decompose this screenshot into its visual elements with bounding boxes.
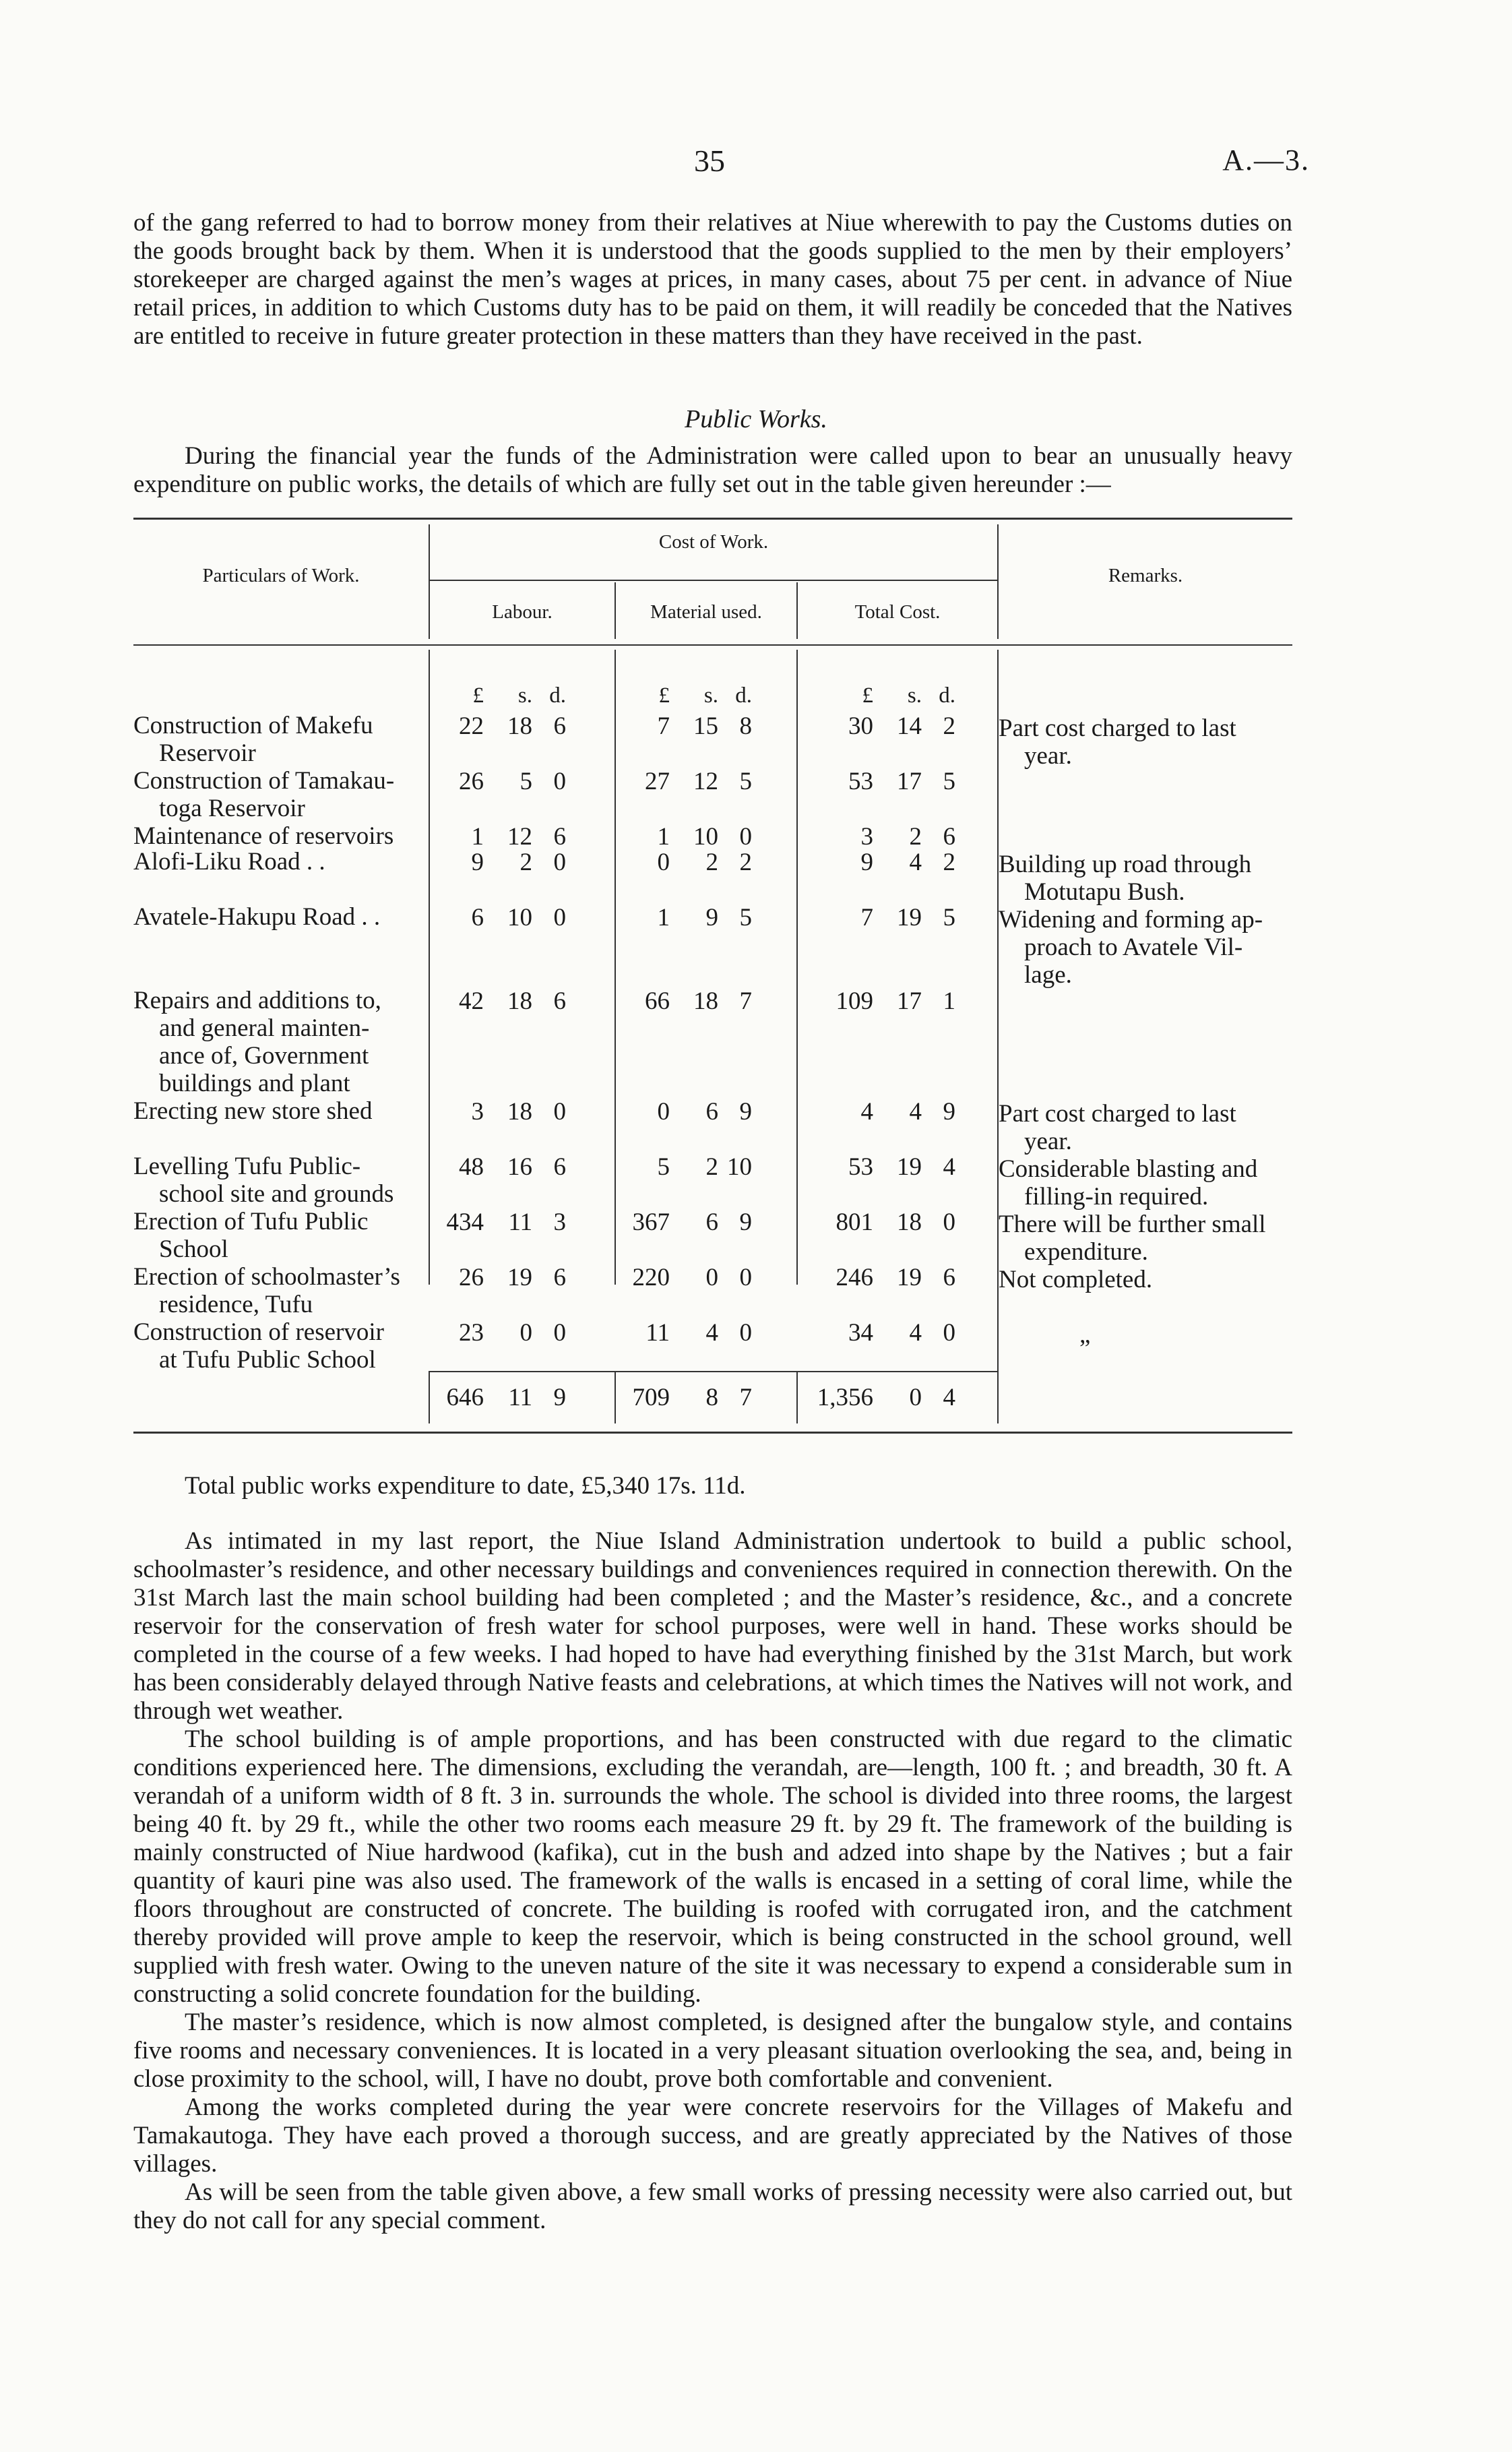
cell-labour-pounds: 23 bbox=[459, 1319, 484, 1347]
cell-total-shillings: 4 bbox=[909, 1098, 922, 1126]
cell-material-shillings: 15 bbox=[693, 712, 718, 740]
cell-labour-shillings: 19 bbox=[507, 1264, 532, 1291]
cell-labour-pounds: 22 bbox=[459, 712, 484, 740]
particulars-line: Construction of Makefu bbox=[133, 712, 373, 739]
unit-shillings: s. bbox=[517, 683, 532, 708]
cell-total-shillings: 17 bbox=[897, 987, 922, 1015]
cell-material-pounds: 66 bbox=[645, 987, 670, 1015]
section-intro-text: During the financial year the funds of the Administration were called upon to bear an unusually heavy expenditure on public works, the details of which are fully set out in the table given hereunder :— bbox=[133, 442, 1292, 498]
remarks-line: filling-in required. bbox=[1024, 1183, 1209, 1210]
cell-labour-pounds: 26 bbox=[459, 1264, 484, 1291]
cell-material-pence: 0 bbox=[739, 1319, 752, 1347]
cell-material-pence: 5 bbox=[739, 768, 752, 795]
cell-labour-pounds: 434 bbox=[446, 1208, 484, 1236]
particulars-line: and general mainten- bbox=[159, 1014, 370, 1042]
remarks-line: year. bbox=[1024, 1128, 1072, 1155]
table-row-remarks bbox=[999, 714, 1292, 770]
cell-labour-pence: 6 bbox=[553, 712, 566, 740]
table-row-particulars bbox=[133, 1263, 430, 1318]
cell-material-pounds: 5 bbox=[657, 1153, 670, 1181]
cell-total-pounds: 30 bbox=[848, 712, 873, 740]
cell-labour-shillings: 5 bbox=[519, 768, 532, 795]
remarks-line: lage. bbox=[1024, 961, 1072, 989]
particulars-line: residence, Tufu bbox=[159, 1291, 313, 1318]
cell-total-shillings: 18 bbox=[897, 1208, 922, 1236]
cell-total-shillings: 4 bbox=[909, 849, 922, 876]
cell-labour-pounds: 48 bbox=[459, 1153, 484, 1181]
cell-labour-shillings: 18 bbox=[507, 712, 532, 740]
cell-material-pence: 5 bbox=[739, 904, 752, 931]
cell-material-shillings: 12 bbox=[693, 768, 718, 795]
header-total: Total Cost. bbox=[854, 601, 941, 623]
paragraph: Among the works completed during the year were concrete reservoirs for the Villages of Makefu and Tamakautoga. They have each proved a thorough success, and are greatly appreciated by the Natives of those villages. bbox=[133, 2093, 1292, 2178]
cell-labour-pence: 0 bbox=[553, 849, 566, 876]
cell-labour-pence: 6 bbox=[553, 823, 566, 851]
cell-total-pence: 0 bbox=[943, 1208, 955, 1236]
cell-total-shillings: 2 bbox=[909, 823, 922, 851]
table-col-rule bbox=[429, 1371, 430, 1423]
header-particulars: Particulars of Work. bbox=[202, 565, 360, 586]
cell-material-pounds: 0 bbox=[657, 1098, 670, 1126]
remarks-line: Considerable blasting and bbox=[999, 1155, 1258, 1183]
table-col-rule bbox=[796, 1371, 798, 1423]
particulars-line: Erection of schoolmaster’s bbox=[133, 1263, 400, 1291]
remarks-line: Part cost charged to last bbox=[999, 714, 1236, 742]
remarks-line: There will be further small bbox=[999, 1210, 1266, 1238]
unit-pence: d. bbox=[939, 683, 955, 708]
cell-total-shillings: 19 bbox=[897, 904, 922, 931]
particulars-line: Maintenance of reservoirs bbox=[133, 822, 394, 850]
cell-material-shillings: 10 bbox=[693, 823, 718, 851]
cell-labour-pence: 6 bbox=[553, 987, 566, 1015]
remarks-line: Widening and forming ap- bbox=[999, 906, 1263, 933]
paragraph: The school building is of ample proportions, and has been constructed with due regard to the climatic conditions experienced here. The dimensions, excluding the verandah, are—length, 100 ft. ; and breadth, 30 ft. A verandah of a uniform width of 8 ft. 3 in. surrounds the whole. The school is divided into three rooms, the largest being 40 ft. by 29 ft., while the other two rooms each measure 29 ft. by 29 ft. The framework of the building is mainly constructed of Niue hardwood (kafika), cut in the bush and adzed into shape by the Natives ; but a fair quantity of kauri pine was also used. The framework of the walls is encased in a setting of coral lime, while the floors throughout are constructed of concrete. The building is roofed with corrugated iron, and the catchment thereby provided will prove ample to keep the reservoir, which is being constructed in the school ground, well supplied with fresh water. Owing to the uneven nature of the site it was necessary to expend a considerable sum in constructing a solid concrete foundation for the building. bbox=[133, 1725, 1292, 2008]
cell-labour-shillings: 0 bbox=[519, 1319, 532, 1347]
cell-total-shillings: 14 bbox=[897, 712, 922, 740]
cell-total-pounds: 246 bbox=[836, 1264, 873, 1291]
cell-labour-shillings: 11 bbox=[508, 1208, 532, 1236]
cell-labour-shillings: 16 bbox=[507, 1153, 532, 1181]
cell-material-pounds: 11 bbox=[645, 1319, 670, 1347]
remarks-line: year. bbox=[1024, 742, 1072, 770]
particulars-line: toga Reservoir bbox=[159, 795, 305, 822]
table-col-rule bbox=[615, 1371, 616, 1423]
cell-material-pounds: 220 bbox=[632, 1264, 670, 1291]
table-row-remarks bbox=[999, 906, 1292, 989]
table-row-particulars bbox=[133, 1318, 430, 1374]
cell-total-pounds: 34 bbox=[848, 1319, 873, 1347]
table-row-particulars bbox=[133, 712, 430, 767]
particulars-line: Erection of Tufu Public bbox=[133, 1208, 369, 1235]
cell-total-pounds: 109 bbox=[836, 987, 873, 1015]
cell-material-pence: 7 bbox=[739, 987, 752, 1015]
unit-pounds: £ bbox=[472, 683, 484, 708]
cell-total-pence: 2 bbox=[943, 849, 955, 876]
unit-pence: d. bbox=[549, 683, 566, 708]
cell-total-pence: 9 bbox=[943, 1098, 955, 1126]
cell-labour-pence: 3 bbox=[553, 1208, 566, 1236]
total-total-pounds: 1,356 bbox=[817, 1384, 873, 1411]
particulars-line: at Tufu Public School bbox=[159, 1346, 376, 1374]
table-col-rule bbox=[796, 650, 798, 1285]
cell-material-shillings: 2 bbox=[705, 849, 718, 876]
cell-material-pounds: 1 bbox=[657, 823, 670, 851]
section-heading: Public Works. bbox=[685, 405, 827, 433]
cell-total-pence: 1 bbox=[943, 987, 955, 1015]
cell-labour-shillings: 2 bbox=[519, 849, 532, 876]
table-row-remarks bbox=[999, 851, 1292, 906]
cell-labour-pounds: 6 bbox=[471, 904, 484, 931]
table-row-particulars bbox=[133, 1208, 430, 1263]
particulars-line: Construction of Tamakau- bbox=[133, 767, 395, 795]
cell-total-pence: 6 bbox=[943, 823, 955, 851]
cell-material-shillings: 6 bbox=[705, 1208, 718, 1236]
cell-labour-shillings: 10 bbox=[507, 904, 532, 931]
cell-total-pence: 2 bbox=[943, 712, 955, 740]
particulars-line: Levelling Tufu Public- bbox=[133, 1153, 361, 1180]
cell-material-shillings: 0 bbox=[705, 1264, 718, 1291]
header-remarks: Remarks. bbox=[1108, 565, 1183, 586]
cell-total-shillings: 19 bbox=[897, 1153, 922, 1181]
intro-paragraph bbox=[133, 209, 1292, 350]
table-col-rule bbox=[997, 1285, 999, 1423]
cell-material-pence: 2 bbox=[739, 849, 752, 876]
intro-text: of the gang referred to had to borrow money from their relatives at Niue wherewith to pay the Customs duties on the goods brought back by them. When it is understood that the goods supplied to the men by their employers’ storekeeper are charged against the men’s wages at prices, in many cases, about 75 per cent. in advance of Niue retail prices, in addition to which Customs duty has to be paid on them, it will readily be conceded that the Natives are entitled to receive in future greater protection in these matters than they have received in the past. bbox=[133, 209, 1292, 350]
unit-pence: d. bbox=[735, 683, 752, 708]
cell-material-pence: 0 bbox=[739, 823, 752, 851]
particulars-line: Reservoir bbox=[159, 739, 256, 767]
cell-labour-pounds: 26 bbox=[459, 768, 484, 795]
paragraph: The master’s residence, which is now almost completed, is designed after the bungalow style, and contains five rooms and necessary conveniences. It is located in a very pleasant situation overlooking the sea, and, being in close proximity to the school, will, I have no doubt, prove both comfortable and convenient. bbox=[133, 2009, 1292, 2093]
cell-total-pounds: 3 bbox=[860, 823, 873, 851]
table-row-particulars bbox=[133, 1153, 430, 1208]
table-row-remarks bbox=[999, 1210, 1292, 1266]
cell-material-pence: 10 bbox=[727, 1153, 752, 1181]
cell-material-pounds: 367 bbox=[632, 1208, 670, 1236]
cell-material-shillings: 4 bbox=[705, 1319, 718, 1347]
table-row-particulars bbox=[133, 848, 430, 876]
particulars-line: Alofi-Liku Road . . bbox=[133, 848, 325, 876]
cell-total-pounds: 7 bbox=[860, 904, 873, 931]
cell-total-shillings: 19 bbox=[897, 1264, 922, 1291]
cell-material-pence: 0 bbox=[739, 1264, 752, 1291]
unit-shillings: s. bbox=[703, 683, 718, 708]
table-row-particulars bbox=[133, 903, 430, 931]
cell-total-pounds: 9 bbox=[860, 849, 873, 876]
table-bottom-rule bbox=[133, 1432, 1292, 1434]
remarks-line: expenditure. bbox=[1024, 1238, 1148, 1266]
cell-material-pounds: 7 bbox=[657, 712, 670, 740]
cell-total-pounds: 4 bbox=[860, 1098, 873, 1126]
particulars-line: Construction of reservoir bbox=[133, 1318, 384, 1346]
cell-labour-pence: 0 bbox=[553, 904, 566, 931]
paragraph: As intimated in my last report, the Niue Island Administration undertook to build a public school, schoolmaster’s residence, and other necessary buildings and conveniences required in connection therewith. On the 31st March last the main school building had been completed ; and the Master’s residence, &c., and a concrete reservoir for the conservation of fresh water for school purposes, were well in hand. These works should be completed in the course of a few weeks. I had hoped to have had everything finished by the 31st March, but work has been considerably delayed through Native feasts and celebrations, at which times the Natives will not work, and through wet weather. bbox=[133, 1527, 1292, 1725]
cell-total-shillings: 17 bbox=[897, 768, 922, 795]
total-expenditure: Total public works expenditure to date, £5,340 17s. 11d. bbox=[185, 1472, 746, 1500]
table-row-remarks bbox=[999, 1155, 1292, 1210]
total-material-shillings: 8 bbox=[705, 1384, 718, 1411]
remarks-line: Motutapu Bush. bbox=[1024, 878, 1185, 906]
cell-total-pence: 6 bbox=[943, 1264, 955, 1291]
remarks-line: „ bbox=[1079, 1321, 1091, 1349]
total-material-pounds: 709 bbox=[632, 1384, 670, 1411]
cell-labour-pence: 6 bbox=[553, 1153, 566, 1181]
total-total-pence: 4 bbox=[943, 1384, 955, 1411]
cell-material-shillings: 6 bbox=[705, 1098, 718, 1126]
header-cost-of-work: Cost of Work. bbox=[658, 531, 769, 553]
cell-total-pence: 4 bbox=[943, 1153, 955, 1181]
cell-labour-shillings: 18 bbox=[507, 987, 532, 1015]
total-labour-pence: 9 bbox=[553, 1384, 566, 1411]
particulars-line: buildings and plant bbox=[159, 1070, 350, 1097]
totals-rule bbox=[430, 1371, 997, 1372]
table-row-remarks bbox=[999, 1266, 1292, 1293]
total-material-pence: 7 bbox=[739, 1384, 752, 1411]
cell-material-shillings: 2 bbox=[705, 1153, 718, 1181]
cell-labour-pence: 0 bbox=[553, 768, 566, 795]
particulars-line: ance of, Government bbox=[159, 1042, 369, 1070]
body-paragraphs bbox=[133, 1527, 1292, 2235]
cell-material-shillings: 9 bbox=[705, 904, 718, 931]
table-row-particulars bbox=[133, 822, 430, 850]
cell-material-pence: 9 bbox=[739, 1208, 752, 1236]
remarks-line: Part cost charged to last bbox=[999, 1100, 1236, 1128]
cell-labour-shillings: 12 bbox=[507, 823, 532, 851]
cell-total-pounds: 53 bbox=[848, 768, 873, 795]
particulars-line: Erecting new store shed bbox=[133, 1097, 373, 1125]
header-labour: Labour. bbox=[492, 601, 553, 623]
page-header bbox=[0, 143, 1512, 183]
particulars-line: School bbox=[159, 1235, 228, 1263]
header-material: Material used. bbox=[650, 601, 762, 623]
table-top-rule bbox=[133, 518, 1292, 520]
cell-labour-pence: 0 bbox=[553, 1098, 566, 1126]
paragraph: As will be seen from the table given above, a few small works of pressing necessity were also carried out, but they do not call for any special comment. bbox=[133, 2178, 1292, 2234]
table-row-particulars bbox=[133, 767, 430, 822]
cell-total-shillings: 4 bbox=[909, 1319, 922, 1347]
table-row-particulars bbox=[133, 987, 430, 1097]
cell-labour-pounds: 1 bbox=[471, 823, 484, 851]
particulars-line: Avatele-Hakupu Road . . bbox=[133, 903, 381, 931]
cell-total-pence: 5 bbox=[943, 904, 955, 931]
document-reference: A.—3. bbox=[1222, 144, 1310, 177]
total-total-shillings: 0 bbox=[909, 1384, 922, 1411]
cell-material-pounds: 27 bbox=[645, 768, 670, 795]
cell-labour-pence: 6 bbox=[553, 1264, 566, 1291]
cell-labour-pounds: 3 bbox=[471, 1098, 484, 1126]
cell-labour-pence: 0 bbox=[553, 1319, 566, 1347]
cell-material-pence: 8 bbox=[739, 712, 752, 740]
cell-labour-pounds: 42 bbox=[459, 987, 484, 1015]
particulars-line: Repairs and additions to, bbox=[133, 987, 381, 1014]
page-number: 35 bbox=[694, 144, 725, 178]
unit-pounds: £ bbox=[658, 683, 670, 708]
public-works-table bbox=[133, 518, 1292, 1441]
header-bottom-rule bbox=[133, 644, 1292, 646]
particulars-line: school site and grounds bbox=[159, 1180, 394, 1208]
cost-header-rule bbox=[430, 580, 997, 581]
total-labour-shillings: 11 bbox=[508, 1384, 532, 1411]
remarks-line: proach to Avatele Vil- bbox=[1024, 933, 1243, 961]
cell-material-pence: 9 bbox=[739, 1098, 752, 1126]
unit-shillings: s. bbox=[907, 683, 922, 708]
cell-material-pounds: 1 bbox=[657, 904, 670, 931]
cell-material-pounds: 0 bbox=[657, 849, 670, 876]
cell-total-pence: 5 bbox=[943, 768, 955, 795]
table-row-particulars bbox=[133, 1097, 430, 1125]
total-labour-pounds: 646 bbox=[446, 1384, 484, 1411]
cell-labour-pounds: 9 bbox=[471, 849, 484, 876]
table-col-rule bbox=[615, 650, 616, 1285]
cell-total-pounds: 53 bbox=[848, 1153, 873, 1181]
remarks-line: Not completed. bbox=[999, 1266, 1153, 1293]
cell-total-pounds: 801 bbox=[836, 1208, 873, 1236]
unit-pounds: £ bbox=[862, 683, 873, 708]
cell-total-pence: 0 bbox=[943, 1319, 955, 1347]
remarks-line: Building up road through bbox=[999, 851, 1252, 878]
table-row-remarks bbox=[999, 1321, 1292, 1349]
cell-material-shillings: 18 bbox=[693, 987, 718, 1015]
section-intro-paragraph bbox=[133, 442, 1292, 499]
table-row-remarks bbox=[999, 1100, 1292, 1155]
cell-labour-shillings: 18 bbox=[507, 1098, 532, 1126]
